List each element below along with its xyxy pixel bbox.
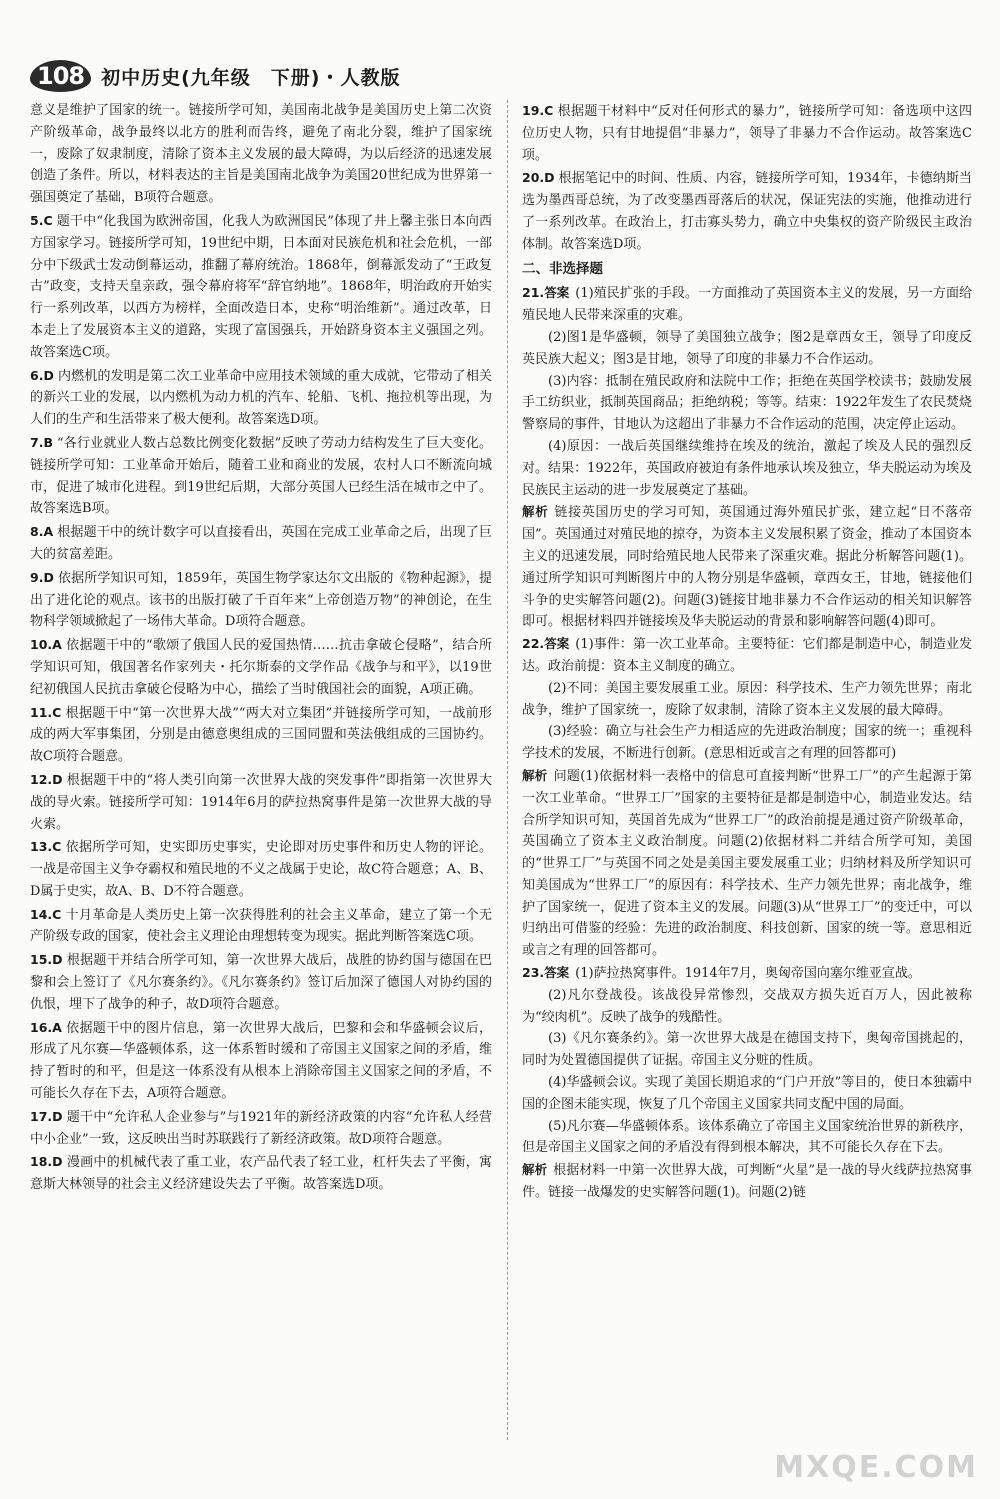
answer-label: 23.答案: [522, 965, 570, 981]
item-number: 13.C: [30, 839, 62, 855]
answer-item: [30, 365, 492, 431]
answer-part: (1)萨拉热窝事件。1914年7月，奥匈帝国向塞尔维亚宣战。: [575, 966, 921, 982]
item-text: 十月革命是人类历史上第一次获得胜利的社会主义革命，建立了第一个无产阶级专政的国家，使社会主义理论由理想转变为现实。据此判断答案选C项。: [30, 907, 492, 945]
analysis-text: 根据材料一中第一次世界大战，可判断“火星”是一战的导火线萨拉热窝事件。链接一战爆发的史实解答问题(1)。问题(2)链: [522, 1163, 972, 1201]
analysis-text: 问题(1)依据材料一表格中的信息可直接判断“世界工厂”的产生起源于第一次工业革命。“世界工厂”国家的主要特征是都是制造中心，制造业发达。结合所学知识可知，英国首先成为“世界工厂”的政治前提是通过资产阶级革命，英国确立了资本主义政治制度。问题(2)依据材料二并结合所学可知，美国的“世界工厂”与英国不同之处是美国主要发展重工业；归纳材料及所学知识可知美国成为“世界工厂”的原因有：科学技术、生产力领先世界；南北战争，维护了国家统一，促进了资本主义的发展。问题(3)从“世界工厂”的变迁中，可以归纳出可借鉴的经验：先进的政治制度、科技创新、国家的统一等。意思相近或言之有理的回答都可。: [522, 768, 972, 959]
item-text: 依据题干中的“歌颂了俄国人民的爱国热情……抗击拿破仑侵略”，结合所学知识可知，俄国著名作家列夫・托尔斯泰的文学作品《战争与和平》，以19世纪初俄国人民抗击拿破仑侵略为中心，描绘了当时俄国社会的面貌，A项正确。: [30, 638, 492, 697]
answer-label: 21.答案: [522, 285, 570, 301]
item-text: 题干中“允许私人企业参与”与1921年的新经济政策的内容“允许私人经营中小企业”一致，这反映出当时苏联践行了新经济政策。故D项符合题意。: [30, 1109, 492, 1147]
column-divider: [507, 100, 508, 1440]
item-number: 9.D: [30, 569, 54, 585]
answer-item: [30, 210, 492, 364]
analysis-text: 链接英国历史的学习可知，英国通过海外殖民扩张，建立起“日不落帝国”。英国通过对殖民地的掠夺，为资本主义发展积累了资金，推动了本国资本主义的迅速发展，同时给殖民地人民带来了深重灾难。据此分析解答问题(1)。通过所学知识可判断图片中的人物分别是华盛顿，章西女王，甘地，链接他们斗争的史实解答问题(2)。问题(3)链接甘地非暴力不合作运动的相关知识解答即可。根据材料四并链接埃及华夫脱运动的背景和影响解答问题(4)即可。: [522, 505, 972, 630]
answer-part: (4)原因：一战后英国继续维持在埃及的统治，激起了埃及人民的强烈反对。结果：1922年，英国政府被迫有条件地承认埃及独立，华夫脱运动为埃及民族民主运动的进一步发展奠定了基础。: [522, 438, 972, 498]
book-title: 初中历史(九年级 下册)・人教版: [101, 66, 401, 89]
item-text: 根据题干中的统计数字可以直接看出，英国在完成工业革命之后，出现了巨大的贫富差距。: [30, 525, 492, 562]
answer-part: (5)凡尔赛—华盛顿体系。该体系确立了帝国主义国家统治世界的新秩序，但是帝国主义国家之间的矛盾没有得到根本解决，其不可能长久存在下去。: [522, 1118, 972, 1156]
item-text: 依据所学可知，史实即历史事实，史论即对历史事件和历史人物的评论。一战是帝国主义争夺霸权和殖民地的不义之战属于史论，故C符合题意；A、B、D属于史实，故A、B、D不符合题意。: [30, 840, 492, 899]
item-text: 内燃机的发明是第二次工业革命中应用技术领域的重大成就，它带动了相关的新兴工业的发展，以内燃机为动力机的汽车、轮船、飞机、拖拉机等出现，为人们的生产和生活带来了极大便利。故答案选D项。: [30, 368, 492, 428]
section-heading: 二、非选择题: [522, 260, 603, 277]
answer-part: (3)内容：抵制在殖民政府和法院中工作；拒绝在英国学校读书；鼓励发展手工纺织业，抵制英国商品；拒绝纳税；等等。结束：1922年发生了农民焚烧警察局的事件，甘地认为这超出了非暴力不合作运动的范围，决定停止运动。: [522, 373, 972, 433]
answer-block: [522, 962, 972, 985]
analysis-label: 解析: [522, 1162, 548, 1178]
item-number: 17.D: [30, 1108, 63, 1124]
item-number: 11.C: [30, 704, 62, 720]
analysis-block: [522, 501, 972, 633]
answer-item: [30, 634, 492, 700]
answer-item: [30, 769, 492, 835]
item-text: “各行业就业人数占总数比例变化数据”反映了劳动力结构发生了巨大变化。链接所学可知：工业革命开始后，随着工业和商业的发展，农村人口不断流向城市，促进了城市化进程。到19世纪后期，大部分英国人已经生活在城市之中了。故答案选B项。: [30, 435, 492, 517]
item-text: 根据题干中“第一次世界大战”“两大对立集团”并链接所学可知，一战前形成的两大军事集团，分别是由德意奥组成的三国同盟和英法俄组成的三国协约。故C项符合题意。: [30, 705, 492, 765]
answer-item: [30, 836, 492, 902]
page-number: 108: [30, 60, 91, 92]
answer-item: [30, 567, 492, 633]
answer-item: [30, 100, 492, 209]
question-21: [522, 282, 972, 633]
item-number: 15.D: [30, 952, 63, 968]
answer-part: (2)凡尔登战役。该战役异常惨烈，交战双方损失近百万人，因此被称为“绞肉机”。反映了战争的残酷性。: [522, 987, 972, 1025]
analysis-label: 解析: [522, 767, 548, 783]
question-22: [522, 633, 972, 962]
item-number: 18.D: [30, 1154, 63, 1170]
item-number: 5.C: [30, 212, 53, 228]
answer-item: [30, 904, 492, 949]
answer-item: [30, 702, 492, 768]
answer-block: [522, 633, 972, 678]
item-text: 漫画中的机械代表了重工业，农产品代表了轻工业，杠杆失去了平衡，寓意斯大林领导的社会主义经济建设失去了平衡。故答案选D项。: [30, 1155, 492, 1193]
answer-part: (1)殖民扩张的手段。一方面推动了英国资本主义的发展，另一方面给殖民地人民带来深重的灾难。: [522, 286, 972, 324]
question-23: [522, 962, 972, 1204]
answer-item: [30, 1017, 492, 1105]
right-column: [522, 100, 972, 1449]
item-number: 19.C: [522, 103, 554, 118]
answer-part: (3)《凡尔赛条约》。第一次世界大战是在德国支持下，奥匈帝国挑起的，同时为处置德国提供了证据。帝国主义分赃的性质。: [522, 1031, 972, 1069]
answer-part: (1)事件：第一次工业革命。主要特征：它们都是制造中心，制造业发达。政治前提：资本主义制度的确立。: [522, 637, 972, 674]
item-text: 依据所学知识可知，1859年，英国生物学家达尔文出版的《物种起源》，提出了进化论的观点。该书的出版打破了千百年来“上帝创造万物”的神创论，在生物科学领域掀起了一场伟大革命。D项符合题意。: [30, 570, 492, 630]
analysis-block: [522, 765, 972, 962]
item-text: 题干中“化我国为欧洲帝国，化我人为欧洲国民”体现了井上馨主张日本向西方国家学习。链接所学可知，19世纪中期，日本面对民族危机和社会危机，一部分中下级武士发动倒幕运动，推翻了幕府统治。1868年，倒幕派发动了“王政复古”政变，支持天皇亲政，强令幕府将军“辞官纳地”。1868年，明治政府开始实行一系列改革，以西方为榜样，全面改造日本，史称“明治维新”。通过改革，日本走上了发展资本主义的道路，实现了富国强兵，开始跻身资本主义强国之列。故答案选C项。: [30, 213, 492, 360]
item-number: 10.A: [30, 637, 62, 653]
page-header: [30, 56, 970, 96]
item-text: 依据题干中的图片信息，第一次世界大战后，巴黎和会和华盛顿会议后，形成了凡尔赛—华盛顿体系，这一体系暂时缓和了帝国主义国家之间的矛盾，维持了暂时的和平，但是这一体系没有从根本上消除帝国主义国家之间的矛盾，不可能长久存在下去，A项符合题意。: [30, 1020, 492, 1102]
answer-item: [30, 521, 492, 566]
item-number: 8.A: [30, 524, 54, 540]
analysis-label: 解析: [522, 504, 549, 520]
item-number: 20.D: [522, 170, 555, 186]
analysis-block: [522, 1159, 972, 1204]
item-number: 14.C: [30, 906, 62, 922]
answer-item: [30, 432, 492, 520]
item-text: 根据题干材料中“反对任何形式的暴力”，链接所学可知：备选项中这四位历史人物，只有甘地提倡“非暴力”，领导了非暴力不合作运动。故答案选C项。: [522, 104, 972, 163]
answer-item: [30, 1151, 492, 1196]
answer-part: (2)图1是华盛顿，领导了美国独立战争；图2是章西女王，领导了印度反英民族大起义；图3是甘地，领导了印度的非暴力不合作运动。: [522, 329, 972, 367]
item-text: 根据题干并结合所学可知，第一次世界大战后，战胜的协约国与德国在巴黎和会上签订了《凡尔赛条约》。《凡尔赛条约》签订后加深了德国人对协约国的仇恨，埋下了战争的种子，故D项符合题意。: [30, 953, 492, 1012]
answer-item: [522, 100, 972, 166]
answer-part: (4)华盛顿会议。实现了美国长期追求的“门户开放”等目的，使日本独霸中国的企图未能实现，恢复了几个帝国主义国家共同支配中国的局面。: [522, 1075, 972, 1112]
answer-item: [522, 167, 972, 255]
answer-item: [30, 1106, 492, 1151]
left-column: [30, 100, 492, 1449]
watermark: MXQE.COM: [774, 1450, 978, 1485]
item-text: 意义是维护了国家的统一。链接所学可知，美国南北战争是美国历史上第二次资产阶级革命，战争最终以北方的胜利而告终，避免了南北分裂，维护了国家统一，废除了奴隶制度，清除了资本主义发展的最大障碍，为以后经济的迅速发展创造了条件。所以，材料表达的主旨是美国南北战争为美国20世纪成为世界第一强国奠定了基础，B项符合题意。: [30, 103, 492, 206]
item-number: 7.B: [30, 434, 53, 450]
answer-label: 22.答案: [522, 636, 570, 652]
item-text: 根据笔记中的时间、性质、内容，链接所学可知，1934年，卡德纳斯当选为墨西哥总统，为了改变墨西哥落后的状况，保证宪法的实施，他推动进行了一系列改革。在政治上，打击寡头势力，确立中央集权的资产阶级民主政治体制。故答案选D项。: [522, 171, 972, 252]
answer-part: (3)经验：确立与社会生产力相适应的先进政治制度；国家的统一；重视科学技术的发展，不断进行创新。(意思相近或言之有理的回答都可): [522, 724, 972, 762]
item-text: 根据题干中的“将人类引向第一次世界大战的突发事件”即指第一次世界大战的导火索。链接所学可知：1914年6月的萨拉热窝事件是第一次世界大战的导火索。: [30, 772, 492, 832]
item-number: 6.D: [30, 367, 54, 383]
item-number: 16.A: [30, 1019, 62, 1035]
item-number: 12.D: [30, 771, 63, 787]
answer-part: (2)不同：美国主要发展重工业。原因：科学技术、生产力领先世界；南北战争，维护了国家统一，废除了奴隶制，清除了资本主义发展的最大障碍。: [522, 680, 972, 718]
answer-item: [30, 949, 492, 1015]
answer-block: [522, 282, 972, 327]
